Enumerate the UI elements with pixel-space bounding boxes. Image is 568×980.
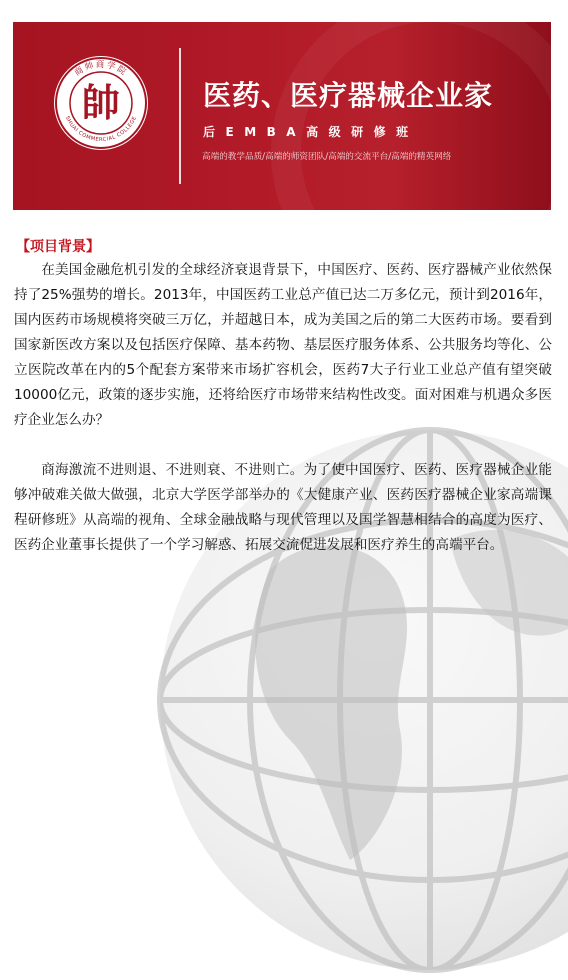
college-logo-icon	[54, 56, 148, 150]
banner-divider	[179, 48, 181, 184]
section-heading: 【项目背景】	[16, 239, 100, 255]
logo-character: 帥	[81, 80, 121, 125]
page-title: 医药、医疗器械企业家	[203, 79, 494, 112]
logo-ring-bottom: SHUAI COMMERCIAL COLLEGE	[63, 115, 139, 144]
logo-ring-top: 商帅商学院	[72, 60, 130, 79]
background-paragraph-1: 在美国金融危机引发的全球经济衰退背景下，中国医疗、医药、医疗器械产业依然保持了25%强势的增长。2013年，中国医药工业总产值已达二万多亿元，预计到2016年，国内医药市场规模将突破三万亿，并超越日本，成为美国之后的第二大医药市场。要看到国家新医改方案以及包括医疗保障、基本药物、基层医疗服务体系、公共服务均等化、公立医院改革在内的5个配套方案带来市场扩容机会，医药7大子行业工业总产值有望突破10000亿元，政策的逐步实施，还将给医疗市场带来结构性改变。面对困难与机遇众多医疗企业怎么办？	[14, 262, 552, 428]
banner-texture	[271, 22, 551, 210]
background-paragraph-2: 商海激流不进则退、不进则衰、不进则亡。为了使中国医疗、医药、医疗器械企业能够冲破难关做大做强，北京大学医学部举办的《大健康产业、医药医疗器械企业家高端课程研修班》从高端的视角、全球金融战略与现代管理以及国学智慧相结合的高度为医疗、医药企业董事长提供了一个学习解惑、拓展交流促进发展和医疗养生的高端平台。	[14, 462, 552, 553]
header-banner	[13, 22, 551, 210]
program-subtitle: 后EMBA高级研修班	[203, 125, 419, 139]
banner-tagline: 高端的教学品质/高端的师资团队/高端的交流平台/高端的精英网络	[202, 152, 452, 162]
